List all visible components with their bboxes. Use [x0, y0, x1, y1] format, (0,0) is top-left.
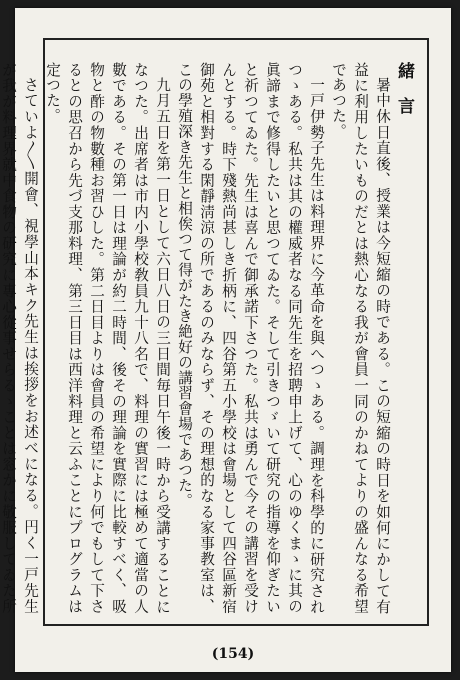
paragraph-4: さていよ〳〵開會、視學山本キク先生は挨拶をお述べになる。円く一戸先生が我が料理界就中食物の研究に專心從事せらるゝことは窓かに敬服してゐた所 — [0, 62, 39, 614]
paragraph-3: 九月五日を第一日として六日八日の三日間毎日午後一時から受講することになつた。出席者は市内小學校敎員九十八名で、料理の實習には極めて適當の人數である。その第一日は理論が約二時間、後その理論を實際に比較すべく、吸物と酢の物數種お習ひした。第二日目よりは會員の希望により何でもして下さるとの思召から先づ支那料理、第三日目は西洋料理と云ふことにプログラムは定つた。 — [44, 62, 171, 614]
page-number: (154) — [211, 646, 255, 662]
section-heading: 緒言 — [394, 62, 414, 132]
paragraph-2: 一戸伊勢子先生は料理界に今革命を與へつゝある。調理を科學的に研究されつゝある。私共は其の權威者なる同先生を招聘申上げて、心のゆくまゝに其の眞諦まで修得したいと思つてゐた。そして引きつゞいて研究の指導を仰ぎたいと祈つてゐた。先生は喜んで御承諾下さつた。私共は勇んで今その講習を受けんとする。時下殘熱尚甚しき折柄に、四谷第五小學校は會場として四谷區新宿御苑と相對する閑靜淸涼の所であるのみならず、その理想的なる家事教室は、この學殖深き先生と相俟つて得がたき絶好の講習會場であつた。 — [176, 62, 325, 614]
vertical-text-body — [0, 62, 415, 614]
paragraph-1: 暑中休日直後、授業は今短縮の時である。この短縮の時日を如何にかして有益に利用したいものだとは熱心なる我が會員一同のかねてよりの盛んなる希望であつた。 — [330, 62, 391, 614]
document-page — [0, 8, 451, 672]
text-frame — [0, 38, 429, 626]
